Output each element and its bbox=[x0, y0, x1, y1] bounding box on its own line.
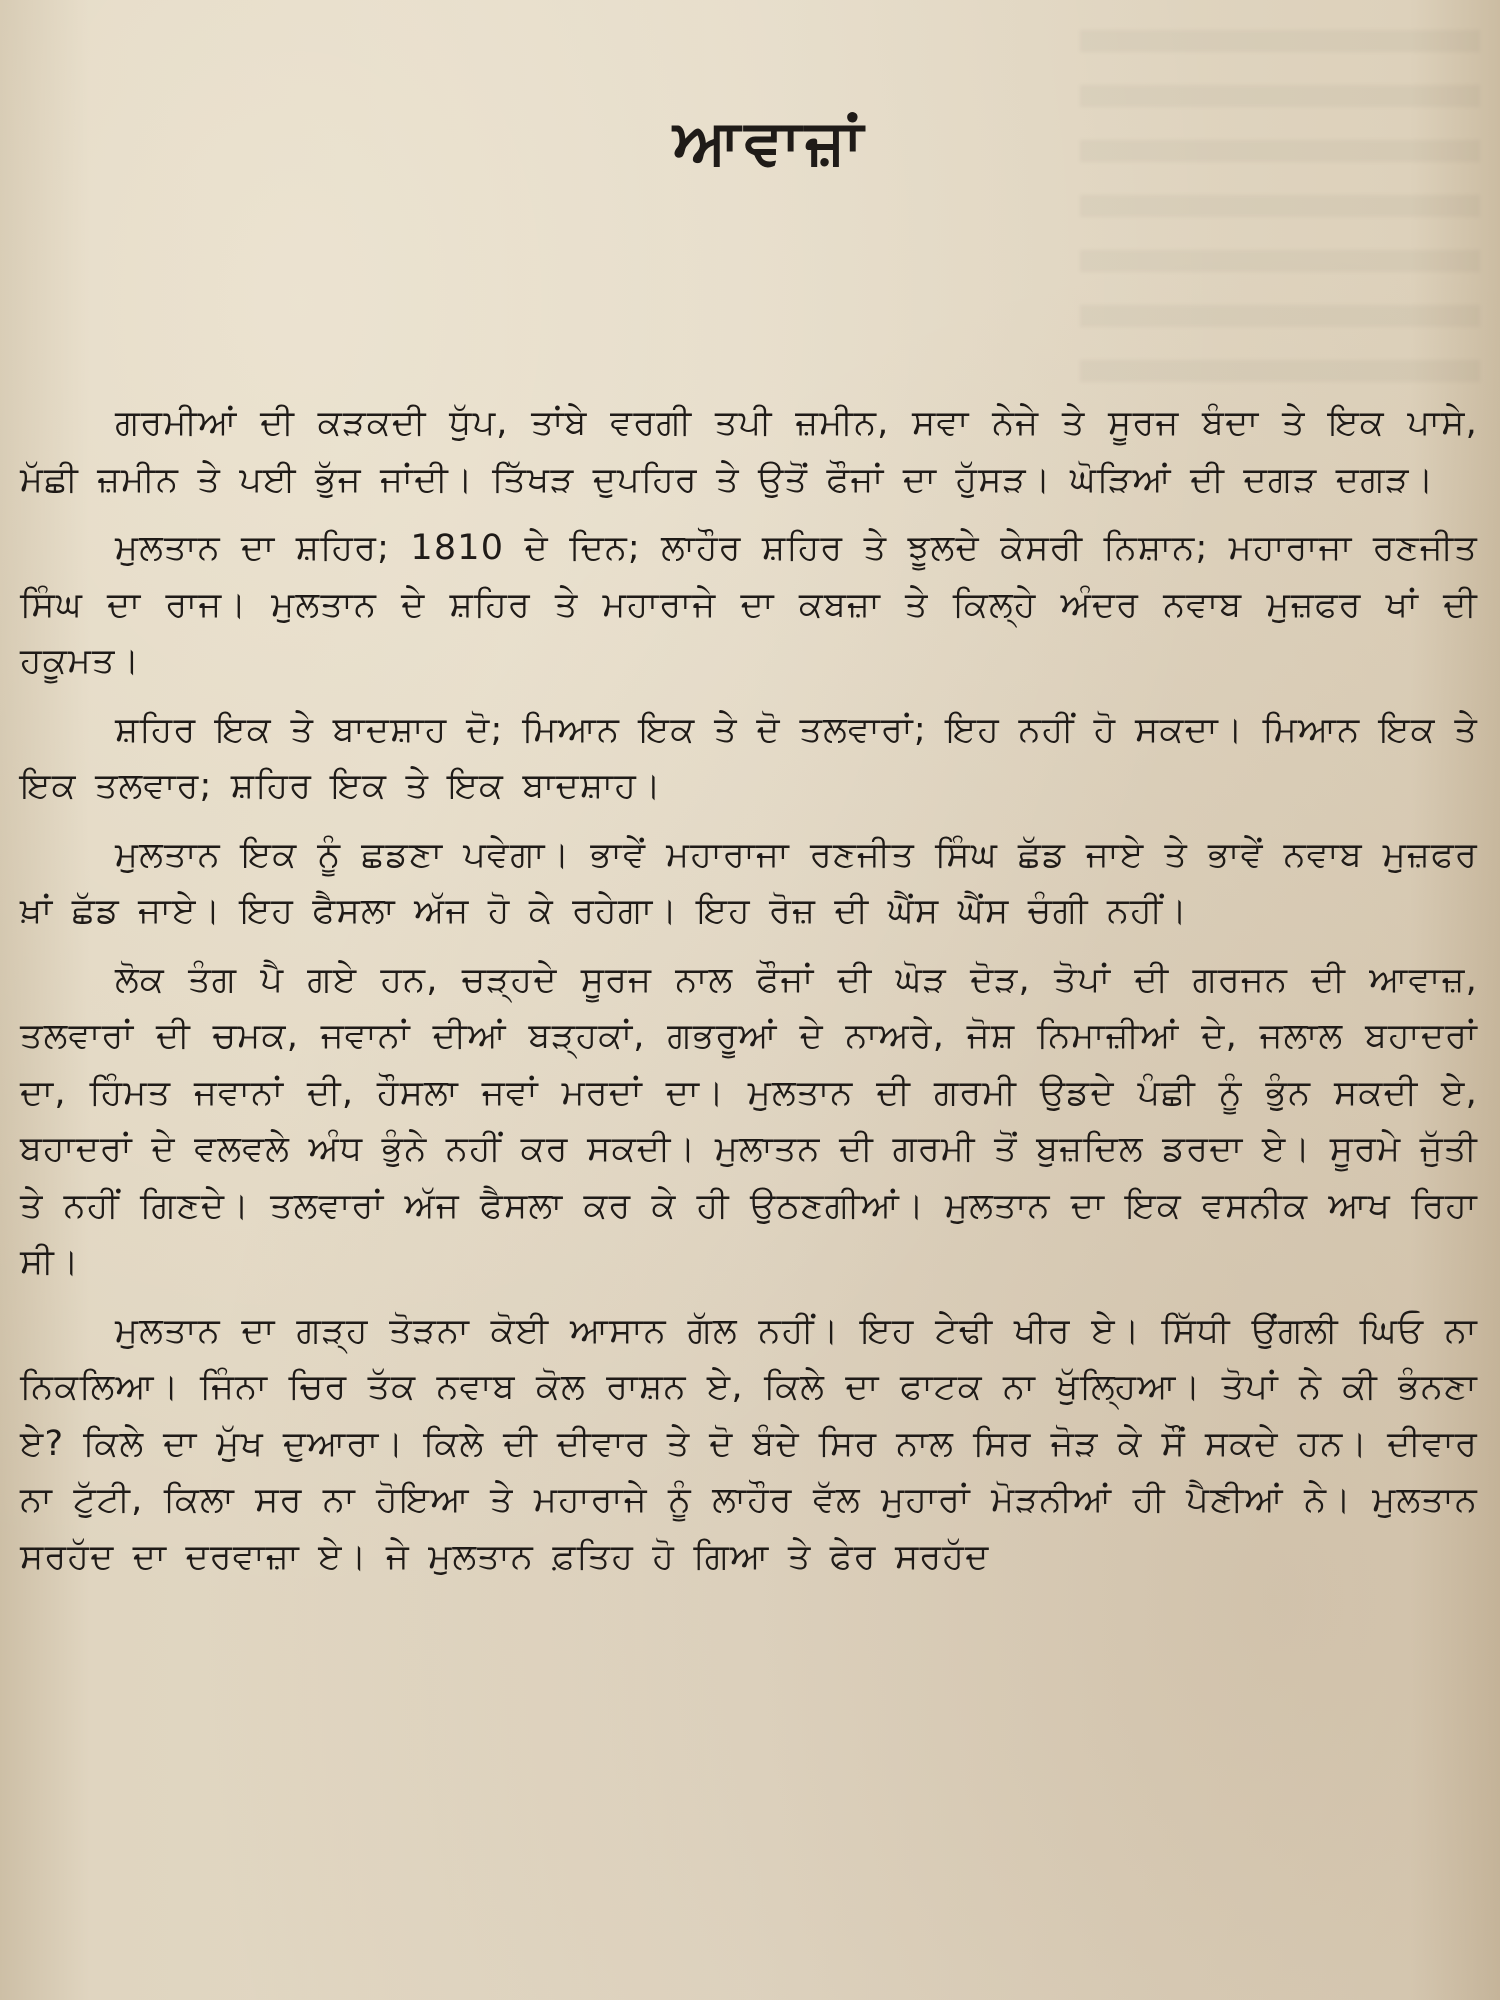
show-through-text bbox=[1080, 30, 1480, 390]
chapter-title: ਆਵਾਜ਼ਾਂ bbox=[673, 105, 867, 178]
paragraph-5: ਲੋਕ ਤੰਗ ਪੈ ਗਏ ਹਨ, ਚੜ੍ਹਦੇ ਸੂਰਜ ਨਾਲ ਫੌਜਾਂ ਦੀ ਘੋੜ ਦੋੜ, ਤੋਪਾਂ ਦੀ ਗਰਜਨ ਦੀ ਆਵਾਜ਼, ਤਲਵਾਰਾਂ ਦੀ ਚਮਕ, ਜਵਾਨਾਂ ਦੀਆਂ ਬੜ੍ਹਕਾਂ, ਗਭਰੂਆਂ ਦੇ ਨਾਅਰੇ, ਜੋਸ਼ ਨਿਮਾਜ਼ੀਆਂ ਦੇ, ਜਲਾਲ ਬਹਾਦਰਾਂ ਦਾ, ਹਿੰਮਤ ਜਵਾਨਾਂ ਦੀ, ਹੌਸਲਾ ਜਵਾਂ ਮਰਦਾਂ ਦਾ। ਮੁਲਤਾਨ ਦੀ ਗਰਮੀ ਉਡਦੇ ਪੰਛੀ ਨੂੰ ਭੁੰਨ ਸਕਦੀ ਏ, ਬਹਾਦਰਾਂ ਦੇ ਵਲਵਲੇ ਅੰਧ ਭੁੰਨੇ ਨਹੀਂ ਕਰ ਸਕਦੀ। ਮੁਲਾਤਨ ਦੀ ਗਰਮੀ ਤੋਂ ਬੁਜ਼ਦਿਲ ਡਰਦਾ ਏ। ਸੂਰਮੇ ਜੁੱਤੀ ਤੇ ਨਹੀਂ ਗਿਣਦੇ। ਤਲਵਾਰਾਂ ਅੱਜ ਫੈਸਲਾ ਕਰ ਕੇ ਹੀ ਉਠਣਗੀਆਂ। ਮੁਲਤਾਨ ਦਾ ਇਕ ਵਸਨੀਕ ਆਖ ਰਿਹਾ ਸੀ। bbox=[20, 959, 1478, 1282]
paragraph-1: ਗਰਮੀਆਂ ਦੀ ਕੜਕਦੀ ਧੁੱਪ, ਤਾਂਬੇ ਵਰਗੀ ਤਪੀ ਜ਼ਮੀਨ, ਸਵਾ ਨੇਜੇ ਤੇ ਸੂਰਜ ਬੰਦਾ ਤੇ ਇਕ ਪਾਸੇ, ਮੱਛੀ ਜ਼ਮੀਨ ਤੇ ਪਈ ਭੁੱਜ ਜਾਂਦੀ। ਤਿੱਖੜ ਦੁਪਹਿਰ ਤੇ ਉਤੋਂ ਫੌਜਾਂ ਦਾ ਹੁੱਸੜ। ਘੋੜਿਆਂ ਦੀ ਦਗੜ ਦਗੜ। bbox=[20, 403, 1478, 500]
paragraph-6: ਮੁਲਤਾਨ ਦਾ ਗੜ੍ਹ ਤੋੜਨਾ ਕੋਈ ਆਸਾਨ ਗੱਲ ਨਹੀਂ। ਇਹ ਟੇਢੀ ਖੀਰ ਏ। ਸਿੱਧੀ ਉਂਗਲੀ ਘਿਓ ਨਾ ਨਿਕਲਿਆ। ਜਿੰਨਾ ਚਿਰ ਤੱਕ ਨਵਾਬ ਕੋਲ ਰਾਸ਼ਨ ਏ, ਕਿਲੇ ਦਾ ਫਾਟਕ ਨਾ ਖੁੱਲ੍ਹਿਆ। ਤੋਪਾਂ ਨੇ ਕੀ ਭੰਨਣਾ ਏ? ਕਿਲੇ ਦਾ ਮੁੱਖ ਦੁਆਰਾ। ਕਿਲੇ ਦੀ ਦੀਵਾਰ ਤੇ ਦੋ ਬੰਦੇ ਸਿਰ ਨਾਲ ਸਿਰ ਜੋੜ ਕੇ ਸੌਂ ਸਕਦੇ ਹਨ। ਦੀਵਾਰ ਨਾ ਟੁੱਟੀ, ਕਿਲਾ ਸਰ ਨਾ ਹੋਇਆ ਤੇ ਮਹਾਰਾਜੇ ਨੂੰ ਲਾਹੌਰ ਵੱਲ ਮੁਹਾਰਾਂ ਮੋੜਨੀਆਂ ਹੀ ਪੈਣੀਆਂ ਨੇ। ਮੁਲਤਾਨ ਸਰਹੱਦ ਦਾ ਦਰਵਾਜ਼ਾ ਏ। ਜੇ ਮੁਲਤਾਨ ਫ਼ਤਿਹ ਹੋ ਗਿਆ ਤੇ ਫੇਰ ਸਰਹੱਦ bbox=[20, 1310, 1478, 1577]
paragraph-2: ਮੁਲਤਾਨ ਦਾ ਸ਼ਹਿਰ; 1810 ਦੇ ਦਿਨ; ਲਾਹੌਰ ਸ਼ਹਿਰ ਤੇ ਝੂਲਦੇ ਕੇਸਰੀ ਨਿਸ਼ਾਨ; ਮਹਾਰਾਜਾ ਰਣਜੀਤ ਸਿੰਘ ਦਾ ਰਾਜ। ਮੁਲਤਾਨ ਦੇ ਸ਼ਹਿਰ ਤੇ ਮਹਾਰਾਜੇ ਦਾ ਕਬਜ਼ਾ ਤੇ ਕਿਲ੍ਹੇ ਅੰਦਰ ਨਵਾਬ ਮੁਜ਼ਫਰ ਖਾਂ ਦੀ ਹਕੂਮਤ। bbox=[20, 528, 1478, 681]
paragraph-3: ਸ਼ਹਿਰ ਇਕ ਤੇ ਬਾਦਸ਼ਾਹ ਦੋ; ਮਿਆਨ ਇਕ ਤੇ ਦੋ ਤਲਵਾਰਾਂ; ਇਹ ਨਹੀਂ ਹੋ ਸਕਦਾ। ਮਿਆਨ ਇਕ ਤੇ ਇਕ ਤਲਵਾਰ; ਸ਼ਹਿਰ ਇਕ ਤੇ ਇਕ ਬਾਦਸ਼ਾਹ। bbox=[20, 709, 1478, 806]
body-text bbox=[20, 395, 1478, 1597]
paragraph-4: ਮੁਲਤਾਨ ਇਕ ਨੂੰ ਛਡਣਾ ਪਵੇਗਾ। ਭਾਵੇਂ ਮਹਾਰਾਜਾ ਰਣਜੀਤ ਸਿੰਘ ਛੱਡ ਜਾਏ ਤੇ ਭਾਵੇਂ ਨਵਾਬ ਮੁਜ਼ਫਰ ਖ਼ਾਂ ਛੱਡ ਜਾਏ। ਇਹ ਫੈਸਲਾ ਅੱਜ ਹੋ ਕੇ ਰਹੇਗਾ। ਇਹ ਰੋਜ਼ ਦੀ ਘੈਂਸ ਘੈਂਸ ਚੰਗੀ ਨਹੀਂ। bbox=[20, 834, 1478, 931]
